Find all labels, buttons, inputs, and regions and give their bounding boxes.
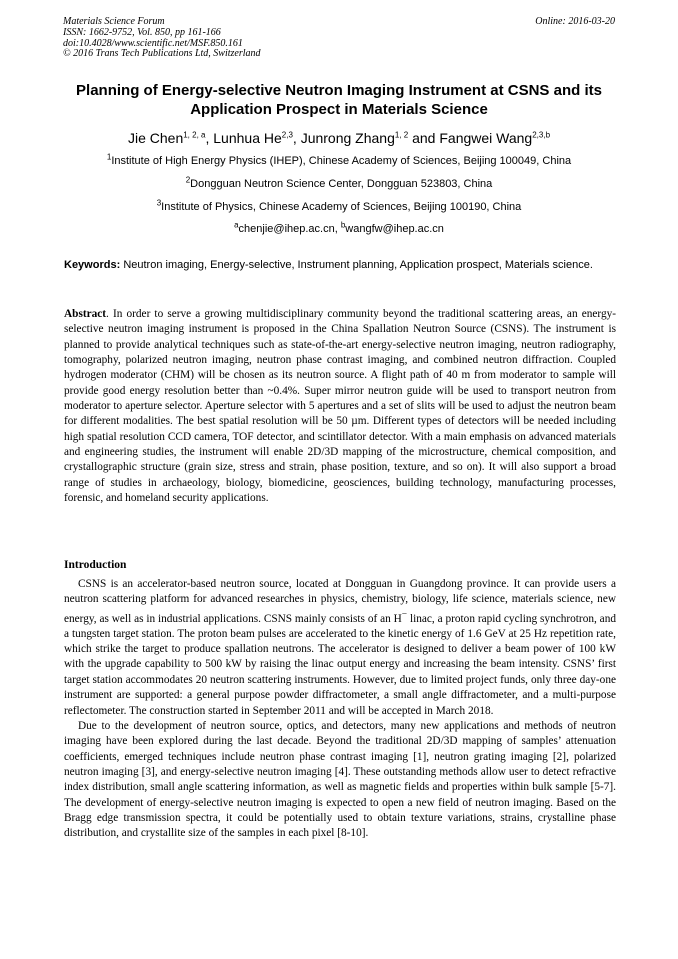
paper-title: Planning of Energy-selective Neutron Imaging Instrument at CSNS and its Application Prospect in Materials Science bbox=[76, 82, 602, 118]
author-affiliation-mark: 2,3 bbox=[281, 130, 293, 140]
abstract-text: . In order to serve a growing multidisciplinary community beyond the traditional scattering areas, an energy-selective neutron imaging instrument is proposed in the China Spallation Neutron Source (CSNS). The instrument is planned to provide analytical techniques such as state-of-the-art energy-selective neutron imaging, neutron radiography, tomography, polarized neutron imaging, neutron phase contrast imaging, and combined neutron diffraction. Coupled hydrogen moderator (CHM) will be chosen as its neutron source. A flight path of 40 m from moderator to sample will provide good energy resolution better than ~0.4%. Super mirror neutron guide will be used to transport neutron from moderator to aperture selector. Aperture selector with 5 apertures and a set of slits will be used to adjust the neutron beam for different modalities. The best spatial resolution will be 50 µm. Different types of detectors will be needed including high spatial resolution CCD camera, TOF detector, and scintillator detector. With a main emphasis on advanced materials and engineering studies, the instrument will enable 2D/3D mapping of the microstructure, chemical composition, and crystallographic structure (grain size, stress and strain, phase position, texture, and so on). It will also support a broad range of studies in archaeology, biology, biomedicine, geosciences, building technology, manufacturing processes, forensic, and homeland security applications. bbox=[64, 308, 616, 505]
affiliation-text: Institute of Physics, Chinese Academy of Sciences, Beijing 100190, China bbox=[161, 201, 522, 213]
affiliation-text: Institute of High Energy Physics (IHEP), Chinese Academy of Sciences, Beijing 100049, China bbox=[111, 155, 572, 167]
section-heading-introduction: Introduction bbox=[64, 559, 127, 571]
author-affiliation-mark: 1, 2, a bbox=[183, 130, 206, 140]
author-name: Jie Chen bbox=[127, 130, 184, 146]
paragraph-text: linac, a proton rapid cycling synchrotron, and a tungsten target station. The proton beam pulses are accelerated to the kinetic energy of 1.6 GeV at 25 Hz repetition rate, which strike the target to produce spallation neutrons. The accelerator is designed to deliver a beam power of 100 kW with the upgrade capability to 500 kW by raising the linac output energy and increasing the beam intensity. CSNS’ first target station accommodates 20 neutron scattering instruments. However, due to limited project funds, only three day-one instrument are supported: a general purpose powder diffractometer, a small angle diffractometer, and a multi-purpose reflectometer. The construction started in September 2011 and will be accepted in March 2018. bbox=[64, 612, 616, 717]
journal-header bbox=[63, 17, 615, 60]
email-separator: , bbox=[334, 223, 341, 235]
email-link[interactable]: wangfw@ihep.ac.cn bbox=[345, 223, 444, 235]
author-affiliation-mark: 2,3,b bbox=[532, 130, 551, 140]
affiliation-1 bbox=[40, 154, 638, 168]
keywords-label: Keywords: bbox=[64, 259, 121, 271]
keywords bbox=[64, 258, 616, 272]
journal-doi: doi:10.4028/www.scientific.net/MSF.850.161 bbox=[63, 37, 243, 49]
abstract-label: Abstract bbox=[64, 308, 107, 320]
paragraph: Due to the development of neutron source, optics, and detectors, many new applications and methods of neutron imaging have been explored during the last decade. Beyond the traditional 2D/3D mapping of samples’ attenuation coefficients, emerged techniques include neutron phase contrast imaging [1], neutron grating imaging [2], polarized neutron imaging [3], and energy-selective neutron imaging [4]. These outstanding methods allow user to detect refractive index distribution, small angle scattering information, as well as magnetic fields and properties within bulk sample [5-7]. The development of energy-selective neutron imaging is expected to open a new field of neutron imaging. Based on the Bragg edge transmission spectra, it could be potentially used to obtain texture variations, strains, crystalline phase distribution, and crystallite size of the samples in each pixel [8-10]. bbox=[64, 719, 616, 840]
affiliation-mark: 1 bbox=[106, 152, 112, 162]
affiliation-3 bbox=[40, 200, 638, 214]
paragraph bbox=[64, 577, 616, 719]
email-link[interactable]: chenjie@ihep.ac.cn bbox=[238, 223, 335, 235]
author-name: Lunhua He bbox=[213, 130, 282, 146]
author-name: Fangwei Wang bbox=[439, 130, 533, 146]
affiliation-mark: 3 bbox=[156, 198, 162, 208]
author-separator: , bbox=[205, 130, 214, 146]
author-emails bbox=[40, 222, 638, 236]
author-conjunction: and bbox=[408, 130, 440, 146]
paragraph-text: CSNS is an accelerator-based neutron source, located at Dongguan in Guangdong province. It can provide users a neutron scattering platform for advanced researches in physics, chemistry, biology, life science, materials science, new energy, as well as in industrial applications. CSNS mainly consists of an H bbox=[64, 578, 616, 625]
journal-name: Materials Science Forum bbox=[63, 16, 165, 27]
affiliation-mark: 2 bbox=[185, 175, 191, 185]
journal-copyright: © 2016 Trans Tech Publications Ltd, Switzerland bbox=[63, 48, 261, 60]
abstract bbox=[64, 307, 616, 506]
author-list bbox=[40, 129, 638, 147]
author-separator: , bbox=[292, 130, 301, 146]
journal-info bbox=[63, 17, 615, 60]
online-date: Online: 2016-03-20 bbox=[535, 16, 615, 27]
author-name: Junrong Zhang bbox=[300, 130, 395, 146]
email-mark: a bbox=[234, 220, 239, 230]
author-affiliation-mark: 1, 2 bbox=[394, 130, 409, 140]
affiliation-2 bbox=[40, 177, 638, 191]
introduction-body bbox=[64, 577, 616, 842]
affiliation-text: Dongguan Neutron Science Center, Dongguan 523803, China bbox=[190, 178, 493, 190]
ion-charge-superscript: − bbox=[401, 609, 408, 620]
email-mark: b bbox=[340, 220, 346, 230]
keywords-text: Neutron imaging, Energy-selective, Instrument planning, Application prospect, Materials science. bbox=[123, 259, 593, 271]
journal-issn: ISSN: 1662-9752, Vol. 850, pp 161-166 bbox=[63, 26, 221, 38]
